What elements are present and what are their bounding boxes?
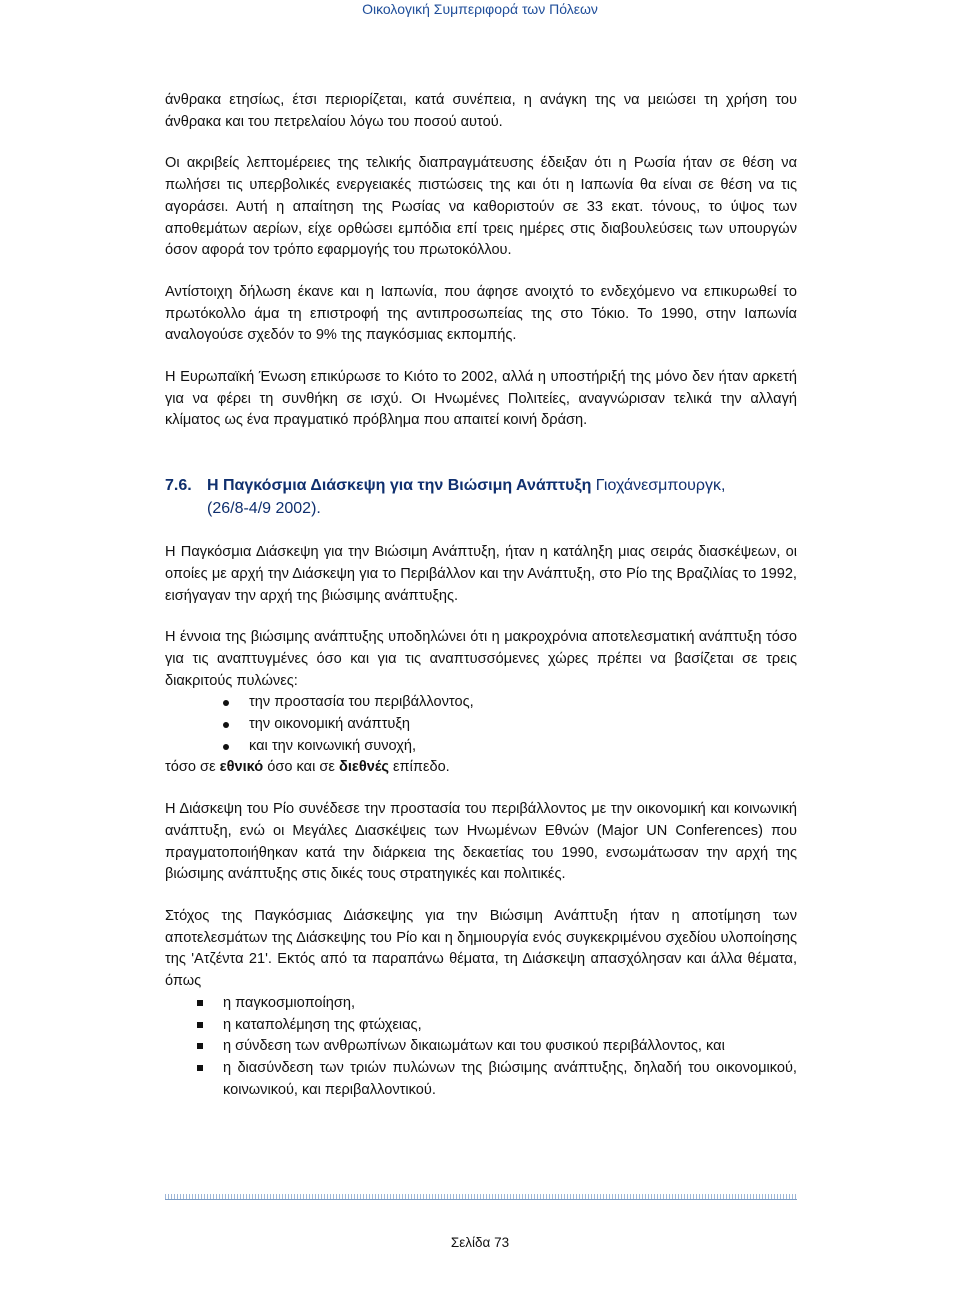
national-term: εθνικό — [219, 759, 264, 776]
list-item: η διασύνδεση των τριών πυλώνων της βιώσιμης ανάπτυξης, δηλαδή του οικονομικού, κοινωνικού, και περιβαλλοντικού. — [165, 1058, 797, 1101]
topics-list — [165, 993, 797, 1102]
topics-block — [165, 906, 797, 1101]
paragraph-levels — [165, 757, 797, 779]
section-dates: (26/8-4/9 2002). — [207, 500, 321, 518]
pillars-block — [165, 627, 797, 779]
section-heading — [165, 474, 797, 520]
levels-suffix: επίπεδο. — [389, 759, 450, 776]
page-number: Σελίδα 73 — [450, 1235, 510, 1250]
paragraph-summit-goal: Στόχος της Παγκόσμιας Διάσκεψης για την Βιώσιμη Ανάπτυξη ήταν η αποτίμηση των αποτελεσμάτων της Διάσκεψης του Ρίο και η δημιουργία ενός συγκεκριμένου σχεδίου υλοποίησης της 'Ατζέντα 21'. Εκτός από τα παραπάνω θέματα, τη Διάσκεψη απασχόλησαν και άλλα θέματα, όπως — [165, 907, 797, 990]
section-place: Γιοχάνεσμπουργκ, — [591, 477, 726, 495]
list-item: την προστασία του περιβάλλοντος, — [165, 692, 797, 714]
list-item: την οικονομική ανάπτυξη — [165, 714, 797, 736]
pillars-list — [165, 692, 797, 757]
international-term: διεθνές — [338, 759, 389, 776]
paragraph-eu-ratification: Η Ευρωπαϊκή Ένωση επικύρωσε το Κιότο το 2002, αλλά η υποστήριξή της μόνο δεν ήταν αρκετή για να φέρει τη συνθήκη σε ισχύ. Οι Ηνωμένες Πολιτείες, αναγνώρισαν τελικά την αλλαγή κλίματος ως ένα πραγματικό πρόβλημα που απαιτεί κοινή δράση. — [165, 369, 797, 429]
paragraph-coal-reduction: άνθρακα ετησίως, έτσι περιορίζεται, κατά συνέπεια, η ανάγκη της να μειώσει τη χρήση του άνθρακα και του πετρελαίου λόγω του ποσού αυτού. — [165, 92, 797, 130]
paragraph-japan-statement: Αντίστοιχη δήλωση έκανε και η Ιαπωνία, που άφησε ανοιχτό το ενδεχόμενο να επικυρωθεί το πρωτόκολλο άμα τη επιστροφή της αντιπροσωπείας της στο Τόκιο. Το 1990, στην Ιαπωνία αναλογούσε σχεδόν το 9% της παγκόσμιας εκπομπής. — [165, 283, 797, 344]
list-item: και την κοινωνική συνοχή, — [165, 736, 797, 758]
paragraph-rio-conference: Η Διάσκεψη του Ρίο συνέδεσε την προστασία του περιβάλλοντος με την οικονομική και κοινωνική ανάπτυξη, ενώ οι Μεγάλες Διασκέψεις των Ηνωμένων Εθνών (Major UN Conferences) που πραγματοποιήθηκαν κατά την διάρκεια της δεκαετίας του 1990, ενσωμάτωσαν την αρχή της βιώσιμης ανάπτυξης στις δικές τους στρατηγικές και πολιτικές. — [165, 801, 797, 883]
list-item: η καταπολέμηση της φτώχειας, — [165, 1015, 797, 1037]
levels-mid: όσο και σε — [263, 759, 339, 776]
document-body — [165, 90, 797, 1101]
paragraph-russia-credits: Οι ακριβείς λεπτομέρειες της τελικής διαπραγμάτευσης έδειξαν ότι η Ρωσία ήταν σε θέση να πωλήσει τις υπερβολικές ενεργειακές πιστώσεις της και ότι η Ιαπωνία θα είναι σε θέση να τις αγοράσει. Αυτή η απαίτηση της Ρωσίας να καθοριστούν σε 33 εκατ. τόνους, το ύψος των αποθεμάτων αερίων, είχε ορθώσει εμπόδια επί τρεις ημέρες στις διαβουλεύσεις των υπουργών όσον αφορά τον τρόπο εφαρμογής του πρωτοκόλλου. — [165, 155, 797, 259]
running-header: Οικολογική Συμπεριφορά των Πόλεων — [362, 1, 598, 17]
section-number: 7.6. — [165, 477, 192, 495]
list-item: η παγκοσμιοποίηση, — [165, 993, 797, 1015]
list-item: η σύνδεση των ανθρωπίνων δικαιωμάτων και του φυσικού περιβάλλοντος, και — [165, 1036, 797, 1058]
paragraph-summit-intro: Η Παγκόσμια Διάσκεψη για την Βιώσιμη Ανάπτυξη, ήταν η κατάληξη μιας σειράς διασκέψεων, οι οποίες με αρχή την Διάσκεψη για το Περιβάλλον και την Ανάπτυξη, στο Ρίο της Βραζιλίας το 1992, εισήγαγαν την αρχή της βιώσιμης ανάπτυξης. — [165, 544, 797, 604]
paragraph-sustainability-concept: Η έννοια της βιώσιμης ανάπτυξης υποδηλώνει ότι η μακροχρόνια αποτελεσματική ανάπτυξη τόσο για τις αναπτυγμένες όσο και για τις αναπτυσσόμενες χώρες πρέπει να βασίζεται σε τρεις διακριτούς πυλώνες: — [165, 629, 797, 689]
section-title: Η Παγκόσμια Διάσκεψη για την Βιώσιμη Ανάπτυξη — [207, 477, 592, 495]
levels-prefix: τόσο σε — [165, 759, 220, 776]
footer-divider — [165, 1199, 797, 1200]
